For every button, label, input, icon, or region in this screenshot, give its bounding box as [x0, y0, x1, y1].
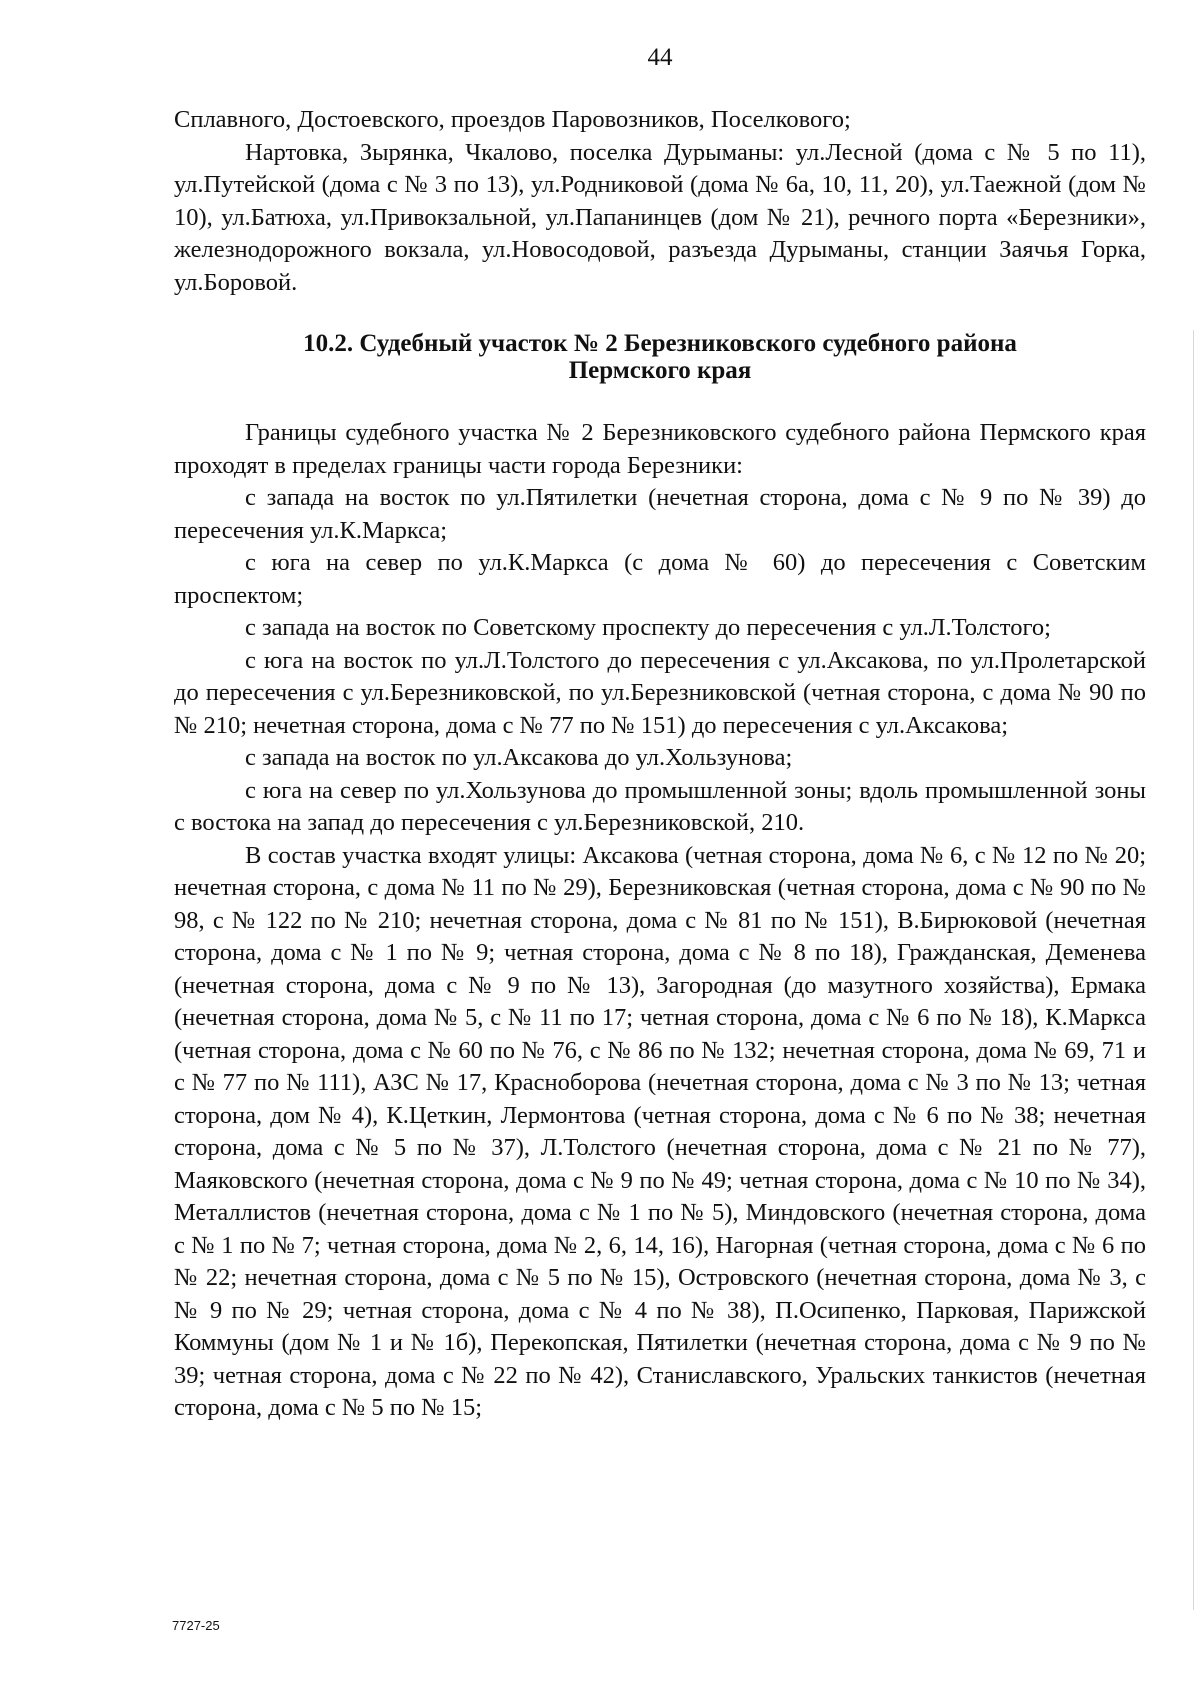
paragraph: В состав участка входят улицы: Аксакова (четная сторона, дома № 6, с № 12 по № 20; нечетная сторона, с дома № 11 по № 29), Березниковская (четная сторона, дома с № 90 по № 98, с № 122 по № 210; нечетная сторона, дома с № 81 по № 151), В.Бирюковой (нечетная сторона, дома с № 1 по № 9; четная сторона, дома с № 8 по 18), Гражданская, Деменева (нечетная сторона, дома с № 9 по № 13), Загородная (до мазутного хозяйства), Ермака (нечетная сторона, дома № 5, с № 11 по 17; четная сторона, дома с № 6 по № 18), К.Маркса (четная сторона, дома с № 60 по № 76, с № 86 по № 132; нечетная сторона, дома № 69, 71 и с № 77 по № 111), АЗС № 17, Красноборова (нечетная сторона, дома с № 3 по № 13; четная сторона, дом № 4), К.Цеткин, Лермонтова (четная сторона, дома с № 6 по № 38; нечетная сторона, дома с № 5 по № 37), Л.Толстого (нечетная сторона, дома с № 21 по № 77), Маяковского (нечетная сторона, дома с № 9 по № 49; четная сторона, дома с № 10 по № 34), Металлистов (нечетная сторона, дома с № 1 по № 5), Миндовского (нечетная сторона, дома с № 1 по № 7; четная сторона, дома № 2, 6, 14, 16), Нагорная (четная сторона, дома с № 6 по № 22; нечетная сторона, дома с № 5 по № 15), Островского (нечетная сторона, дома № 3, с № 9 по № 29; четная сторона, дома с № 4 по № 38), П.Осипенко, Парковая, Парижской Коммуны (дом № 1 и № 1б), Перекопская, Пятилетки (нечетная сторона, дома с № 9 по № 39; четная сторона, дома с № 22 по № 42), Станиславского, Уральских танкистов (нечетная сторона, дома с № 5 по № 15; [174, 841, 1146, 1421]
scan-edge-line [1193, 330, 1194, 1610]
document-code: 7727-25 [172, 1618, 220, 1633]
paragraph: с запада на восток по Советскому проспекту до пересечения с ул.Л.Толстого; [245, 614, 1051, 641]
document-body [174, 104, 1146, 1425]
section-heading-line: Пермского края [568, 357, 752, 384]
paragraph: Границы судебного участка № 2 Березниковского судебного района Пермского края проходят в пределах границы части города Березники: [174, 419, 1146, 479]
section-heading-line: 10.2. Судебный участок № 2 Березниковского судебного района [303, 330, 1017, 357]
section-heading [174, 330, 1146, 384]
paragraph: Сплавного, Достоевского, проездов Паровозников, Поселкового; [174, 106, 851, 133]
paragraph: с юга на север по ул.Хользунова до промышленной зоны; вдоль промышленной зоны с востока на запад до пересечения с ул.Березниковской, 210. [174, 776, 1146, 836]
paragraph: с запада на восток по ул.Пятилетки (нечетная сторона, дома с № 9 по № 39) до пересечения ул.К.Маркса; [174, 484, 1146, 544]
paragraph: Нартовка, Зырянка, Чкалово, поселка Дурыманы: ул.Лесной (дома с № 5 по 11), ул.Путейской (дома с № 3 по 13), ул.Родниковой (дома № 6а, 10, 11, 20), ул.Таежной (дом № 10), ул.Батюха, ул.Привокзальной, ул.Папанинцев (дом № 21), речного порта «Березники», железнодорожного вокзала, ул.Новосодовой, разъезда Дурыманы, станции Заячья Горка, ул.Боровой. [174, 138, 1146, 296]
paragraph: с запада на восток по ул.Аксакова до ул.Хользунова; [245, 744, 793, 771]
paragraph: с юга на восток по ул.Л.Толстого до пересечения с ул.Аксакова, по ул.Пролетарской до пересечения с ул.Березниковской, по ул.Березниковской (четная сторона, с дома № 90 по № 210; нечетная сторона, дома с № 77 по № 151) до пересечения с ул.Аксакова; [174, 646, 1146, 739]
paragraph: с юга на север по ул.К.Маркса (с дома № 60) до пересечения с Советским проспектом; [174, 549, 1146, 609]
page-number: 44 [647, 44, 673, 71]
